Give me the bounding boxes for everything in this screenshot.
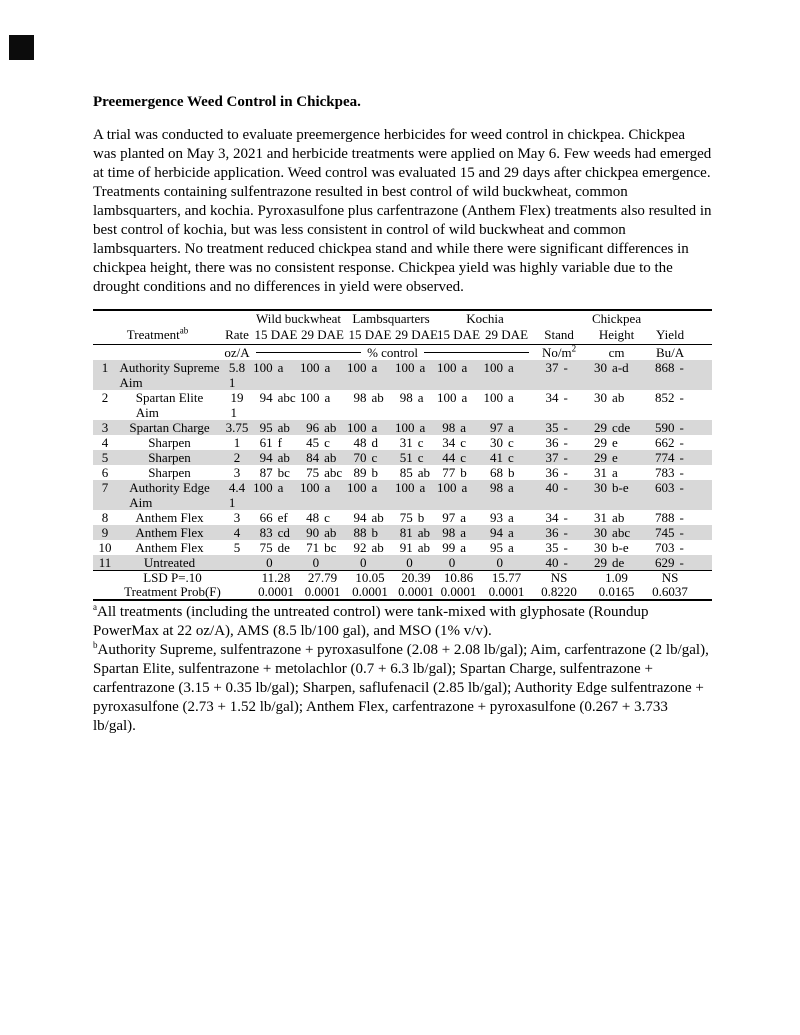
ko-15dae-cell: 77 b <box>442 465 467 480</box>
rate-cell: 5.8 1 <box>228 360 246 390</box>
wb-29dae-cell: 48 c <box>306 510 330 525</box>
treatment-name: Spartan Elite Aim <box>135 390 204 420</box>
lsd-row <box>93 571 712 586</box>
height-cell: 30 ab <box>594 390 625 405</box>
treatment-row <box>93 390 712 420</box>
ko-15dae-cell: 100 a <box>437 390 468 405</box>
row-number: 9 <box>101 525 109 540</box>
treatment-row <box>93 360 712 390</box>
yield-cell: 662 - <box>655 435 684 450</box>
empty-cell <box>692 525 712 540</box>
treatment-footnote-sup: ab <box>179 325 189 336</box>
control-units-label: % control <box>367 345 418 360</box>
rate-cell: 19 1 <box>230 390 244 420</box>
wb-15dae-cell: 94 abc <box>259 390 296 405</box>
rate-cell: 3.75 <box>225 420 249 435</box>
right-rule <box>424 352 529 353</box>
empty-cell <box>93 345 222 361</box>
wb-29dae-cell: 100 a <box>300 390 331 405</box>
rate-cell: 3 <box>233 510 241 525</box>
treatment-name: Anthem Flex <box>135 540 204 555</box>
treatment-row <box>93 420 712 435</box>
lq-15dae-header: 15 DAE <box>345 327 395 345</box>
ko-29dae-cell: 0 <box>496 555 504 570</box>
footnote-b-marker: b <box>93 640 98 650</box>
empty-cell <box>692 345 712 361</box>
treatment-name: Sharpen <box>148 465 191 480</box>
treatment-name: Sharpen <box>148 450 191 465</box>
wb-29dae-prob: 0.0001 <box>304 584 341 599</box>
footnotes <box>93 603 712 736</box>
treatment-name: Authority Supreme Aim <box>119 360 220 390</box>
ko-15dae-header: 15 DAE <box>437 327 480 345</box>
group-header-row <box>93 310 712 327</box>
empty-cell <box>692 555 712 571</box>
lq-29dae-cell: 0 <box>406 555 413 570</box>
wb-15dae-cell: 83 cd <box>259 525 290 540</box>
ko-29dae-header: 29 DAE <box>480 327 533 345</box>
lq-29dae-cell: 75 b <box>399 510 425 525</box>
ko-29dae-cell: 93 a <box>490 510 514 525</box>
yield-cell: 629 - <box>655 555 684 570</box>
lq-15dae-cell: 92 ab <box>353 540 384 555</box>
lsd-row-label: LSD P=.10 <box>93 571 252 586</box>
column-header-row <box>93 327 712 345</box>
stand-prob: 0.8220 <box>541 584 577 599</box>
prob-row <box>93 585 712 600</box>
prob-row-label: Treatment Prob(F) <box>124 584 221 599</box>
footnote-a-marker: a <box>93 602 97 612</box>
results-table <box>93 309 712 601</box>
empty-header <box>692 310 712 327</box>
treatment-name: Spartan Charge <box>129 420 210 435</box>
lq-29dae-cell: 81 ab <box>399 525 430 540</box>
footnote-a: $^a$All treatments (including the untreated control) were tank-mixed with glyphosate (Roundup PowerMax at 22 oz/A), AMS (8.5 lb/100 gal), and MSO (1% v/v). <box>93 602 649 639</box>
treatment-name: Anthem Flex <box>135 525 204 540</box>
treatment-name: Sharpen <box>148 435 191 450</box>
rate-units: oz/A <box>224 345 250 360</box>
height-cell: 29 de <box>594 555 625 570</box>
empty-cell <box>692 450 712 465</box>
stand-cell: 34 - <box>545 510 568 525</box>
yield-cell: 788 - <box>655 510 684 525</box>
page-title: Preemergence Weed Control in Chickpea. <box>93 94 361 110</box>
ko-29dae-cell: 41 c <box>490 450 514 465</box>
lq-15dae-prob: 0.0001 <box>352 584 388 599</box>
rate-header: Rate <box>222 327 252 345</box>
wb-29dae-cell: 0 <box>312 555 320 570</box>
empty-cell <box>692 360 712 390</box>
yield-units: Bu/A <box>655 345 685 360</box>
empty-cell <box>692 480 712 510</box>
ko-29dae-lsd: 15.77 <box>480 571 533 586</box>
left-rule <box>256 352 361 353</box>
wb-29dae-cell: 90 ab <box>306 525 337 540</box>
yield-lsd: NS <box>648 571 692 586</box>
rate-cell: 4.4 1 <box>228 480 246 510</box>
yield-cell: 745 - <box>655 525 684 540</box>
treatment-row <box>93 465 712 480</box>
wb-29dae-cell: 75 abc <box>306 465 343 480</box>
ko-15dae-cell: 97 a <box>442 510 466 525</box>
empty-cell <box>692 420 712 435</box>
height-units: cm <box>608 345 625 360</box>
lq-15dae-cell: 89 b <box>353 465 379 480</box>
stand-cell: 36 - <box>545 525 568 540</box>
row-number: 1 <box>101 360 109 375</box>
treatment-row <box>93 555 712 571</box>
treatment-row <box>93 435 712 450</box>
ko-29dae-cell: 30 c <box>490 435 514 450</box>
units-row <box>93 345 712 361</box>
ko-29dae-cell: 98 a <box>490 480 514 495</box>
empty-cell <box>692 585 712 600</box>
wb-29dae-header: 29 DAE <box>300 327 345 345</box>
lq-15dae-lsd: 10.05 <box>345 571 395 586</box>
height-cell: 31 a <box>594 465 618 480</box>
lq-29dae-prob: 0.0001 <box>398 584 434 599</box>
ko-29dae-cell: 94 a <box>490 525 514 540</box>
lq-29dae-cell: 31 c <box>399 435 424 450</box>
wb-15dae-cell: 100 a <box>253 480 284 495</box>
stand-header: Stand <box>533 327 585 345</box>
empty-cell <box>692 435 712 450</box>
ko-29dae-cell: 95 a <box>490 540 514 555</box>
ko-29dae-cell: 97 a <box>490 420 514 435</box>
yield-cell: 703 - <box>655 540 684 555</box>
yield-cell: 852 - <box>655 390 684 405</box>
row-number: 11 <box>98 555 112 570</box>
ko-15dae-cell: 98 a <box>442 525 466 540</box>
control-units <box>252 345 533 361</box>
yield-cell: 868 - <box>655 360 684 375</box>
ko-15dae-cell: 0 <box>448 555 456 570</box>
height-lsd: 1.09 <box>585 571 648 586</box>
lq-15dae-cell: 88 b <box>353 525 379 540</box>
stand-cell: 35 - <box>545 540 568 555</box>
rate-cell: 1 <box>233 435 241 450</box>
ko-29dae-prob: 0.0001 <box>488 584 525 599</box>
wb-15dae-cell: 66 ef <box>259 510 288 525</box>
stand-lsd: NS <box>533 571 585 586</box>
lq-29dae-cell: 100 a <box>395 480 426 495</box>
lq-29dae-cell: 98 a <box>399 390 424 405</box>
empty-header <box>533 310 585 327</box>
wb-15dae-header: 15 DAE <box>252 327 300 345</box>
stand-units: $No/m^2$ <box>541 343 577 360</box>
ko-15dae-cell: 100 a <box>437 360 468 375</box>
treatment-name: Untreated <box>143 555 196 570</box>
height-prob: 0.0165 <box>598 584 635 599</box>
height-header: Height <box>585 327 648 345</box>
empty-cell <box>692 510 712 525</box>
stand-cell: 37 - <box>545 360 568 375</box>
ko-15dae-prob: 0.0001 <box>440 584 477 599</box>
empty-header <box>93 310 252 327</box>
rate-cell <box>222 555 252 571</box>
rate-cell: 2 <box>233 450 241 465</box>
lq-15dae-cell: 48 d <box>353 435 379 450</box>
yield-cell: 590 - <box>655 420 684 435</box>
rate-cell: 4 <box>233 525 241 540</box>
kochia-header: Kochia <box>466 311 504 326</box>
empty-cell <box>692 540 712 555</box>
height-cell: 29 cde <box>594 420 631 435</box>
ko-29dae-cell: 68 b <box>490 465 515 480</box>
chickpea-header: Chickpea <box>592 311 642 326</box>
ko-15dae-lsd: 10.86 <box>437 571 480 586</box>
lq-15dae-cell: 70 c <box>353 450 378 465</box>
ko-29dae-cell: 100 a <box>483 360 514 375</box>
yield-cell: 783 - <box>655 465 684 480</box>
height-cell: 30 b-e <box>594 480 629 495</box>
lq-15dae-cell: 100 a <box>347 360 378 375</box>
lq-29dae-cell: 100 a <box>395 420 426 435</box>
wb-29dae-cell: 45 c <box>306 435 330 450</box>
height-cell: 30 abc <box>594 525 631 540</box>
rate-cell: 5 <box>233 540 241 555</box>
stand-cell: 37 - <box>545 450 568 465</box>
wb-29dae-lsd: 27.79 <box>300 571 345 586</box>
yield-cell: 774 - <box>655 450 684 465</box>
treatment-row <box>93 525 712 540</box>
lq-29dae-cell: 100 a <box>395 360 426 375</box>
lambsquarters-header: Lambsquarters <box>352 311 430 326</box>
wb-29dae-cell: 100 a <box>300 480 331 495</box>
height-cell: 31 ab <box>594 510 625 525</box>
empty-cell <box>692 390 712 420</box>
empty-cell <box>692 571 712 586</box>
treatment-row <box>93 510 712 525</box>
lq-15dae-cell: 0 <box>360 555 367 570</box>
intro-paragraph: A trial was conducted to evaluate preemergence herbicides for weed control in chickpea. Chickpea was planted on May 3, 2021 and herbicide treatments were applied on May 6. Few weeds had emerged at time of herbicide application. Weed control was evaluated 15 and 29 days after chickpea emergence. Treatments containing sulfentrazone resulted in best control of wild buckwheat, common lambsquarters, and kochia. Pyroxasulfone plus carfentrazone (Anthem Flex) treatments also resulted in best control of kochia, but was less consistent in control of wild buckwheat and common lambsquarters. No treatment reduced chickpea stand and while there were significant differences in chickpea height, there was no consistent response. Chickpea yield was highly variable due to the drought conditions and no differences in yield were observed. <box>93 127 712 295</box>
yield-header: Yield <box>648 327 692 345</box>
height-cell: 30 a-d <box>594 360 629 375</box>
height-cell: 29 e <box>594 435 618 450</box>
wb-29dae-cell: 84 ab <box>306 450 337 465</box>
stand-cell: 34 - <box>545 390 568 405</box>
lq-15dae-cell: 98 ab <box>353 390 384 405</box>
wb-15dae-cell: 95 ab <box>259 420 290 435</box>
lq-15dae-cell: 100 a <box>347 480 378 495</box>
treatment-name: Authority Edge Aim <box>129 480 210 510</box>
empty-header <box>692 327 712 345</box>
ko-15dae-cell: 100 a <box>437 480 468 495</box>
lq-15dae-cell: 100 a <box>347 420 378 435</box>
treatment-header: Treatment$^{ab}$ <box>93 327 222 345</box>
wb-15dae-prob: 0.0001 <box>258 584 294 599</box>
wb-29dae-cell: 100 a <box>300 360 331 375</box>
treatment-row <box>93 450 712 465</box>
row-number: 2 <box>101 390 109 405</box>
height-cell: 29 e <box>594 450 618 465</box>
wb-15dae-cell: 94 ab <box>259 450 290 465</box>
table-body <box>93 360 712 600</box>
empty-cell <box>692 465 712 480</box>
scan-artifact-mark <box>9 35 34 60</box>
treatment-row <box>93 480 712 510</box>
lq-29dae-cell: 51 c <box>399 450 424 465</box>
wb-15dae-cell: 75 de <box>259 540 290 555</box>
lq-29dae-header: 29 DAE <box>395 327 437 345</box>
row-number: 4 <box>101 435 109 450</box>
ko-15dae-cell: 44 c <box>442 450 466 465</box>
ko-15dae-cell: 98 a <box>442 420 466 435</box>
lq-15dae-cell: 94 ab <box>353 510 384 525</box>
treatment-name: Anthem Flex <box>135 510 204 525</box>
height-cell: 30 b-e <box>594 540 629 555</box>
footnote-b: $^b$Authority Supreme, sulfentrazone + pyroxasulfone (2.08 + 2.08 lb/gal); Aim, carfentrazone (2 lb/gal), Spartan Elite, sulfentrazone + metolachlor (0.7 + 6.3 lb/gal); Spartan Charge, sulfentrazone + carfentrazone (3.15 + 0.35 lb/gal); Sharpen, saflufenacil (2.85 lb/gal); Authority Edge sulfentrazone + pyroxasulfone (2.73 + 1.52 lb/gal); Anthem Flex, carfentrazone + pyroxasulfone (0.267 + 3.733 lb/gal). <box>93 640 709 734</box>
rate-cell: 3 <box>233 465 241 480</box>
row-number: 3 <box>101 420 109 435</box>
lq-29dae-cell: 85 ab <box>399 465 430 480</box>
lq-29dae-lsd: 20.39 <box>395 571 437 586</box>
empty-header <box>648 310 692 327</box>
wb-29dae-cell: 71 bc <box>306 540 337 555</box>
ko-29dae-cell: 100 a <box>483 390 514 405</box>
wb-15dae-cell: 100 a <box>253 360 284 375</box>
wb-15dae-cell: 61 f <box>259 435 282 450</box>
wb-15dae-cell: 0 <box>266 555 273 570</box>
yield-cell: 603 - <box>655 480 684 495</box>
lq-29dae-cell: 91 ab <box>399 540 430 555</box>
stand-cell: 35 - <box>545 420 568 435</box>
ko-15dae-cell: 99 a <box>442 540 466 555</box>
stand-cell: 36 - <box>545 435 568 450</box>
stand-cell: 36 - <box>545 465 568 480</box>
stand-cell: 40 - <box>545 480 568 495</box>
wb-29dae-cell: 96 ab <box>306 420 337 435</box>
wb-15dae-cell: 87 bc <box>259 465 290 480</box>
row-number: 10 <box>98 540 112 555</box>
row-number: 5 <box>101 450 109 465</box>
yield-prob: 0.6037 <box>652 584 688 599</box>
row-number: 6 <box>101 465 109 480</box>
wild-buckwheat-header: Wild buckwheat <box>255 311 342 326</box>
ko-15dae-cell: 34 c <box>442 435 466 450</box>
wb-15dae-lsd: 11.28 <box>252 571 300 586</box>
stand-cell: 40 - <box>545 555 568 570</box>
treatment-row <box>93 540 712 555</box>
row-number: 7 <box>101 480 109 495</box>
document-content <box>93 93 712 736</box>
row-number: 8 <box>101 510 109 525</box>
